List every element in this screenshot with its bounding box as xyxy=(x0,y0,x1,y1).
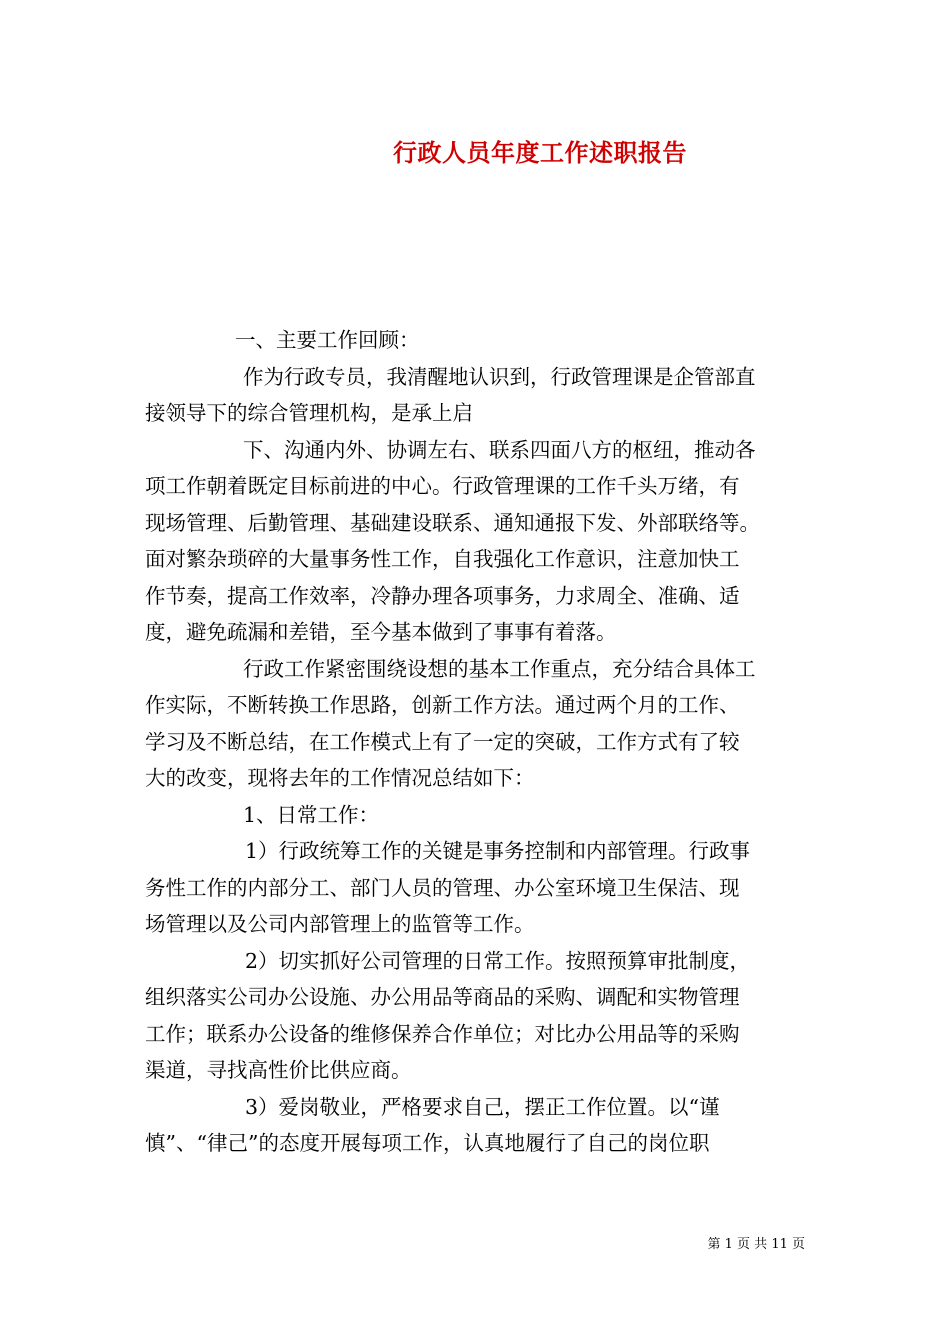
paragraph-line: 工作；联系办公设备的维修保养合作单位；对比办公用品等的采购 xyxy=(145,1021,740,1046)
paragraph-line: 行政工作紧密围绕设想的基本工作重点，充分结合具体工 xyxy=(243,656,756,681)
paragraph-line: 项工作朝着既定目标前进的中心。行政管理课的工作千头万绪，有 xyxy=(145,474,740,498)
paragraph-line: 下、沟通内外、协调左右、联系四面八方的枢纽，推动各 xyxy=(243,437,756,462)
section-heading: 一、主要工作回顾： xyxy=(235,328,420,352)
subsection-heading: 1、日常工作： xyxy=(243,802,380,827)
paragraph-line: 作为行政专员，我清醒地认识到，行政管理课是企管部直 xyxy=(243,364,756,389)
document-title: 行政人员年度工作述职报告 xyxy=(393,138,687,167)
paragraph-line: 面对繁杂琐碎的大量事务性工作，自我强化工作意识，注意加快工 xyxy=(145,547,740,571)
paragraph-line: 组织落实公司办公设施、办公用品等商品的采购、调配和实物管理 xyxy=(145,985,740,1009)
paragraph-line: 作实际，不断转换工作思路，创新工作方法。通过两个月的工作、 xyxy=(145,693,740,717)
paragraph-line: 场管理以及公司内部管理上的监管等工作。 xyxy=(145,912,535,936)
paragraph-line: 2）切实抓好公司管理的日常工作。按照预算审批制度， xyxy=(245,948,751,973)
paragraph-line: 慎”、“律己”的态度开展每项工作，认真地履行了自己的岗位职 xyxy=(145,1131,710,1155)
document-body xyxy=(145,322,805,1162)
paragraph-line: 渠道，寻找高性价比供应商。 xyxy=(145,1058,412,1082)
paragraph-line: 接领导下的综合管理机构，是承上启 xyxy=(145,401,473,425)
paragraph-line: 3）爱岗敬业，严格要求自己，摆正工作位置。以“谨 xyxy=(245,1094,720,1119)
paragraph-line: 度，避免疏漏和差错，至今基本做到了事事有着落。 xyxy=(145,620,617,644)
paragraph-line: 现场管理、后勤管理、基础建设联系、通知通报下发、外部联络等。 xyxy=(145,510,760,535)
page-number-footer: 第 1 页 共 11 页 xyxy=(707,1237,805,1252)
paragraph-line: 作节奏，提高工作效率，冷静办理各项事务，力求周全、准确、适 xyxy=(145,583,740,608)
paragraph-line: 学习及不断总结，在工作模式上有了一定的突破，工作方式有了较 xyxy=(145,729,740,754)
paragraph-line: 务性工作的内部分工、部门人员的管理、办公室环境卫生保洁、现 xyxy=(145,875,740,900)
paragraph-line: 大的改变，现将去年的工作情况总结如下： xyxy=(145,766,535,790)
paragraph-line: 1）行政统筹工作的关键是事务控制和内部管理。行政事 xyxy=(245,839,751,863)
